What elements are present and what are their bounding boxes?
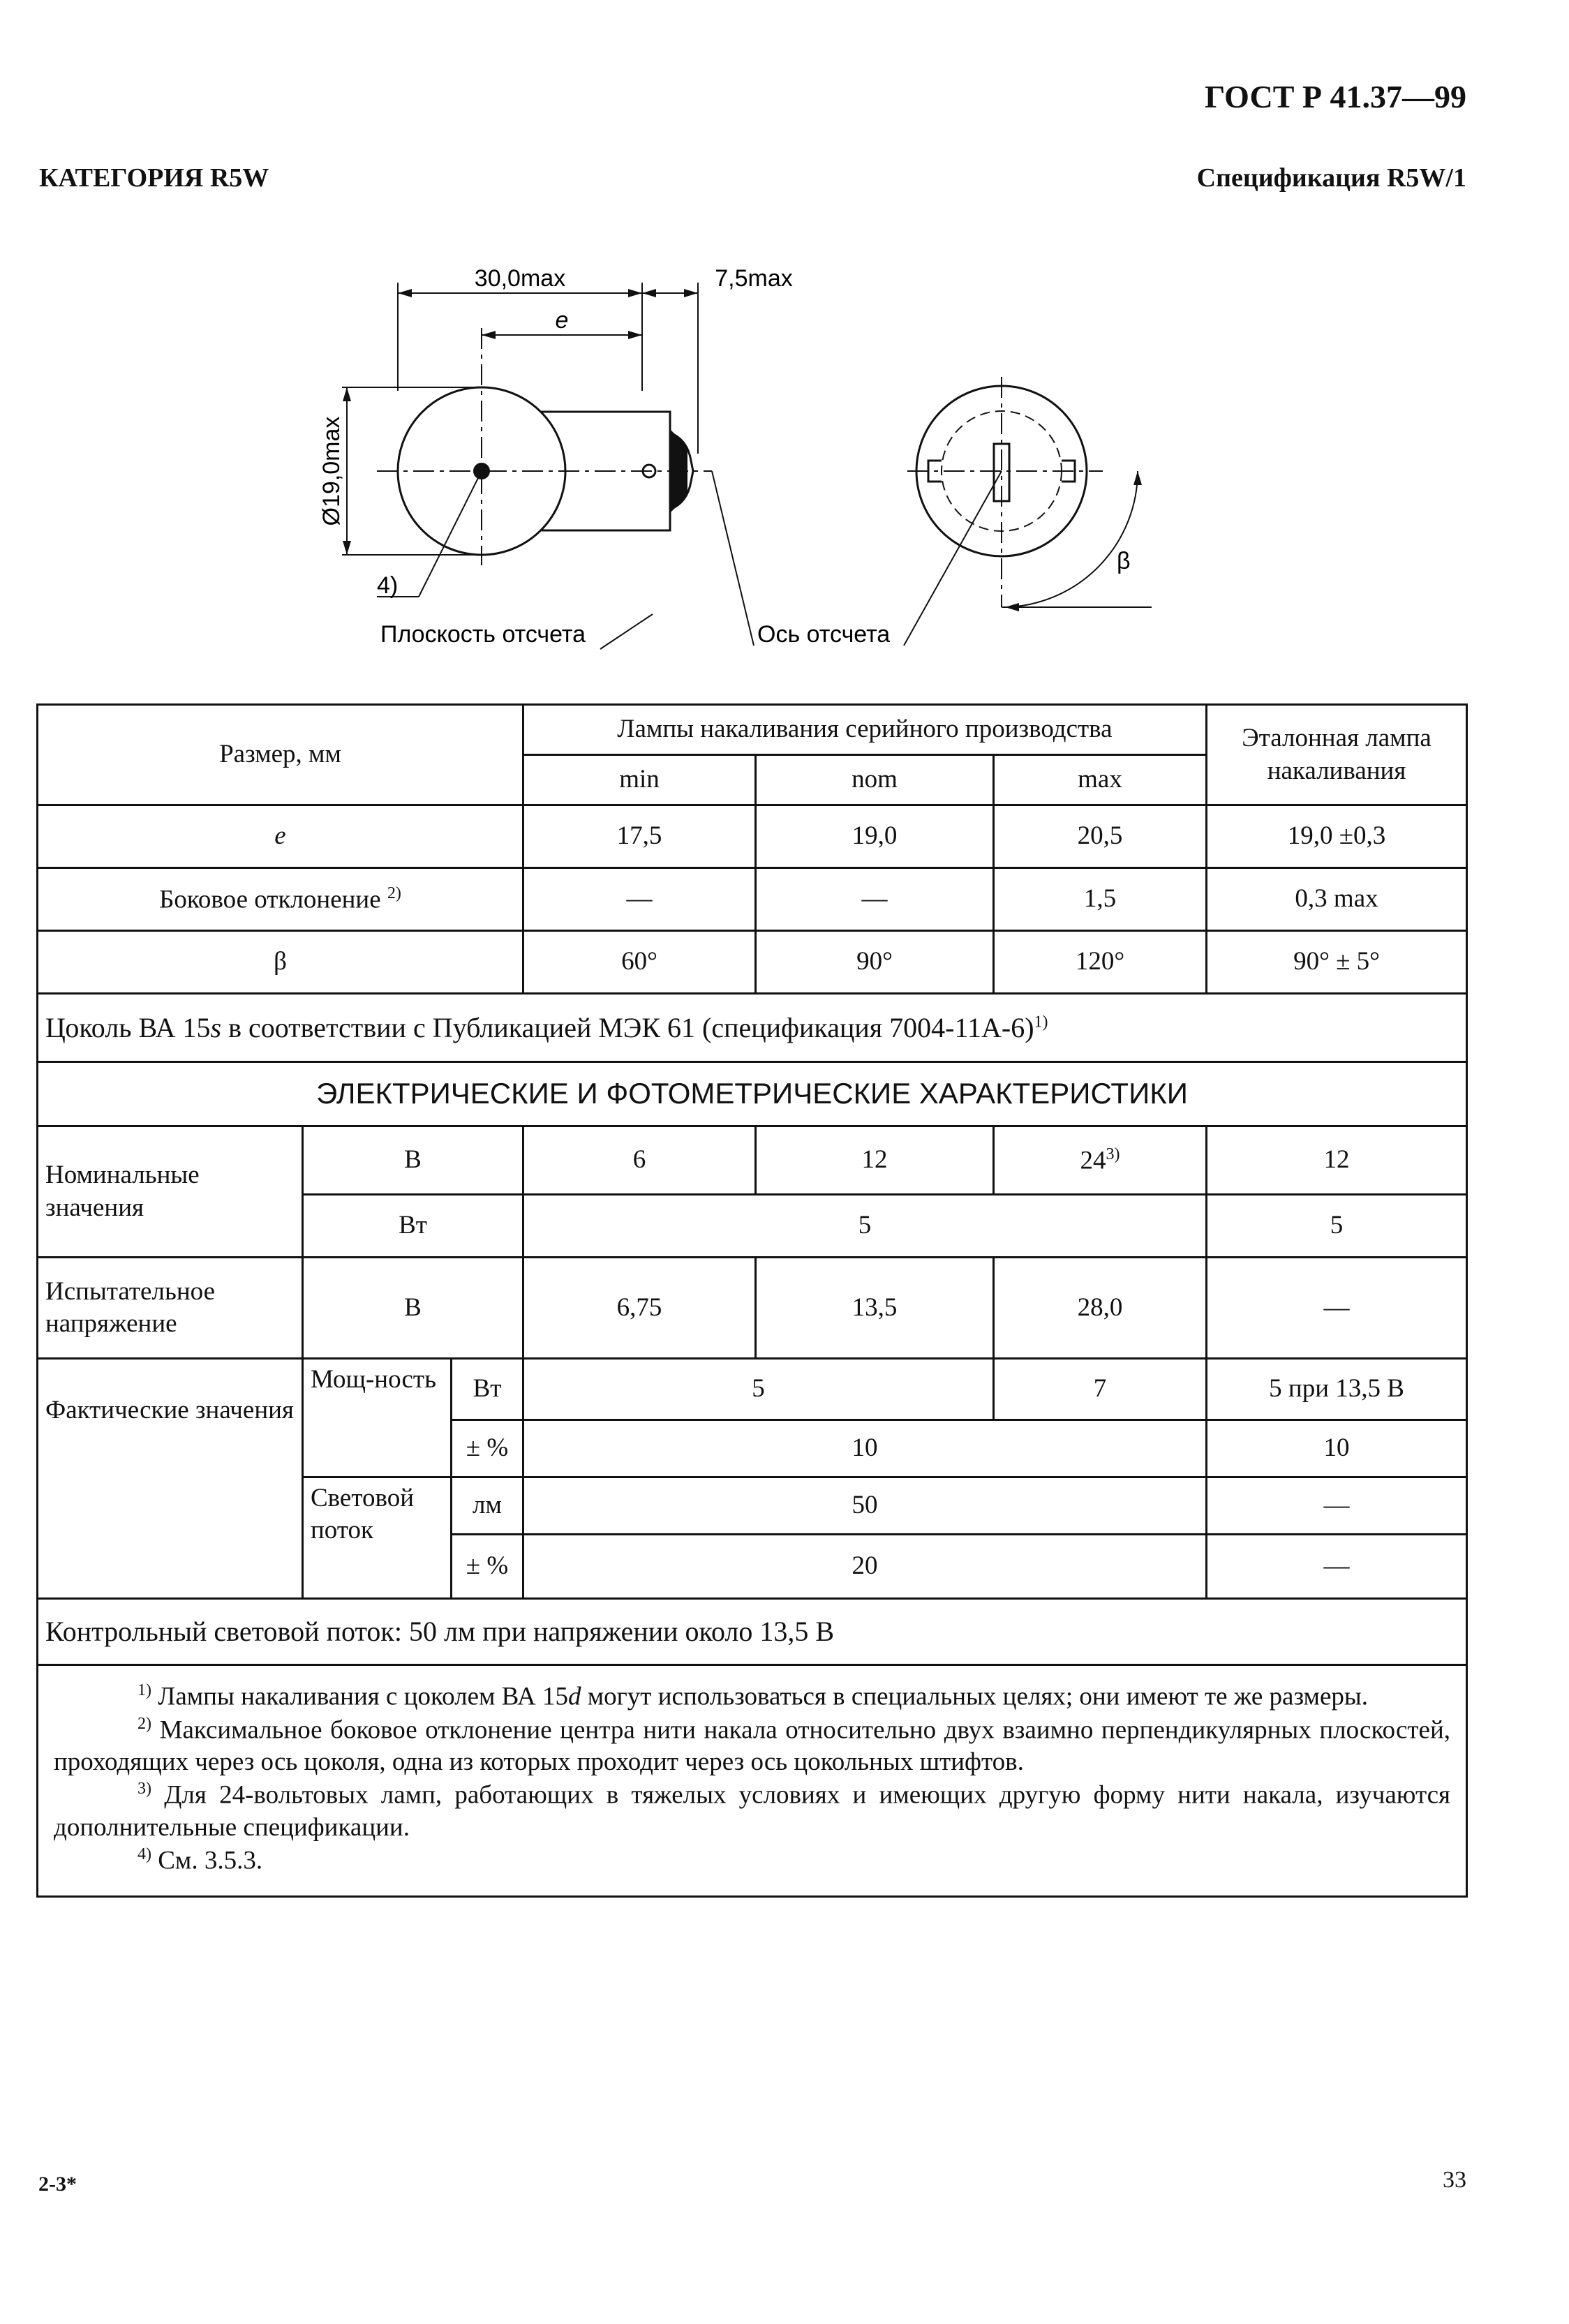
flux-tol-ref: — — [1207, 1535, 1467, 1599]
row-beta-nom: 90° — [756, 931, 994, 994]
flux-label: Световой поток — [303, 1477, 452, 1599]
row-dev-nom: — — [756, 868, 994, 931]
footnote-3: $^{3)}$ Для 24-вольтовых ламп, работающих в тяжелых условиях и имеющих другую форму нити накала, изучаются дополнительные спецификации. — [54, 1780, 1451, 1842]
nominal-v2: 12 — [756, 1126, 994, 1195]
row-dev-min: — — [523, 868, 756, 931]
footnotes — [38, 1665, 1467, 1897]
header-nom: nom — [756, 755, 994, 805]
page-number: 33 — [1443, 2167, 1466, 2193]
control-flux: Контрольный световой поток: 50 лм при напряжении около 13,5 В — [38, 1599, 1467, 1665]
table-row-notes — [38, 1665, 1467, 1897]
standard-number: ГОСТ Р 41.37—99 — [1205, 79, 1466, 114]
dim-cap-label: 7,5max — [715, 265, 793, 292]
nominal-w: 5 — [523, 1195, 1207, 1258]
row-dev-max: 1,5 — [994, 868, 1207, 931]
test-unit: В — [303, 1258, 523, 1359]
nominal-w-unit: Вт — [303, 1195, 523, 1258]
power-v12: 5 — [523, 1359, 994, 1420]
beta-label: β — [1117, 548, 1131, 574]
table-row-control-flux — [38, 1599, 1467, 1665]
header-serial: Лампы накаливания серийного производства — [523, 705, 1207, 755]
flux-unit: лм — [452, 1477, 523, 1535]
table-row-power — [38, 1359, 1467, 1420]
footnote-1: $^{1)}$ Лампы накаливания с цоколем ВА 15d могут использоваться в специальных целях; они имеют те же размеры. — [137, 1681, 1368, 1711]
test-v1: 6,75 — [523, 1258, 756, 1359]
table-row-section — [38, 1062, 1467, 1126]
section-title: ЭЛЕКТРИЧЕСКИЕ И ФОТОМЕТРИЧЕСКИЕ ХАРАКТЕРИСТИКИ — [38, 1062, 1467, 1126]
footnote-4: $^{4)}$ См. 3.5.3. — [137, 1845, 263, 1875]
row-dev-ref: 0,3 max — [1207, 868, 1467, 931]
row-e-min: 17,5 — [523, 805, 756, 868]
row-e-ref: 19,0 ±0,3 — [1207, 805, 1467, 868]
table-row-e — [38, 805, 1467, 868]
flux-ref: — — [1207, 1477, 1467, 1535]
print-signature: 2-3* — [38, 2173, 77, 2196]
power-ref: 5 при 13,5 В — [1207, 1359, 1467, 1420]
row-e-label: e — [38, 805, 523, 868]
table-row-nominal-v — [38, 1126, 1467, 1195]
nominal-label: Номинальные значения — [38, 1126, 303, 1258]
power-label: Мощ-ность — [303, 1359, 452, 1477]
row-dev-label: Боковое отклонение $^{2)}$ — [38, 868, 523, 931]
header-min: min — [523, 755, 756, 805]
lamp-category: КАТЕГОРИЯ R5W — [39, 163, 269, 193]
actual-label: Фактические значения — [38, 1359, 303, 1599]
note-ref-label: 4) — [377, 572, 399, 599]
power-tol: 10 — [523, 1420, 1207, 1477]
footnote-2: $^{2)}$ Максимальное боковое отклонение центра нити накала относительно двух взаимно перпендикулярных плоскостей, проходящих через ось цоколя, одна из которых проходит через ось цокольных штифтов. — [54, 1714, 1451, 1777]
cap-text: Цоколь ВА 15s в соответствии с Публикацией МЭК 61 (спецификация 7004-11А-6)$^{1)}$ — [38, 994, 1467, 1062]
row-beta-label: β — [38, 931, 523, 994]
nominal-v1: 6 — [523, 1126, 756, 1195]
table-row-cap — [38, 994, 1467, 1062]
row-beta-ref: 90° ± 5° — [1207, 931, 1467, 994]
row-e-nom: 19,0 — [756, 805, 994, 868]
test-label: Испытательное напряжение — [38, 1258, 303, 1359]
row-beta-max: 120° — [994, 931, 1207, 994]
power-tol-ref: 10 — [1207, 1420, 1467, 1477]
test-v3: 28,0 — [994, 1258, 1207, 1359]
test-ref: — — [1207, 1258, 1467, 1359]
power-v24: 7 — [994, 1359, 1207, 1420]
row-beta-min: 60° — [523, 931, 756, 994]
header-max: max — [994, 755, 1207, 805]
specification-title: Спецификация R5W/1 — [1196, 163, 1466, 193]
nominal-v-ref: 12 — [1207, 1126, 1467, 1195]
row-e-max: 20,5 — [994, 805, 1207, 868]
ref-axis-label: Ось отсчета — [757, 621, 891, 648]
table-row-test-voltage — [38, 1258, 1467, 1359]
flux-tol-unit: ± % — [452, 1535, 523, 1599]
specification-table — [36, 703, 1468, 1898]
header-reference: Эталонная лампа накаливания — [1207, 705, 1467, 805]
beta-arc — [1005, 471, 1138, 607]
header-size: Размер, мм — [38, 705, 523, 805]
ref-plane-label: Плоскость отсчета — [380, 621, 586, 648]
nominal-v-unit: В — [303, 1126, 523, 1195]
flux-tol: 20 — [523, 1535, 1207, 1599]
power-unit: Вт — [452, 1359, 523, 1420]
dim-length-label: 30,0max — [474, 265, 566, 292]
lamp-drawing — [0, 0, 1569, 698]
dim-e-label: e — [555, 307, 569, 334]
power-tol-unit: ± % — [452, 1420, 523, 1477]
flux: 50 — [523, 1477, 1207, 1535]
dim-diameter-label: Ø19,0max — [318, 416, 345, 526]
table-row-deviation — [38, 868, 1467, 931]
nominal-v3: 24$^{3)}$ — [994, 1126, 1207, 1195]
test-v2: 13,5 — [756, 1258, 994, 1359]
nominal-w-ref: 5 — [1207, 1195, 1467, 1258]
table-row-beta — [38, 931, 1467, 994]
